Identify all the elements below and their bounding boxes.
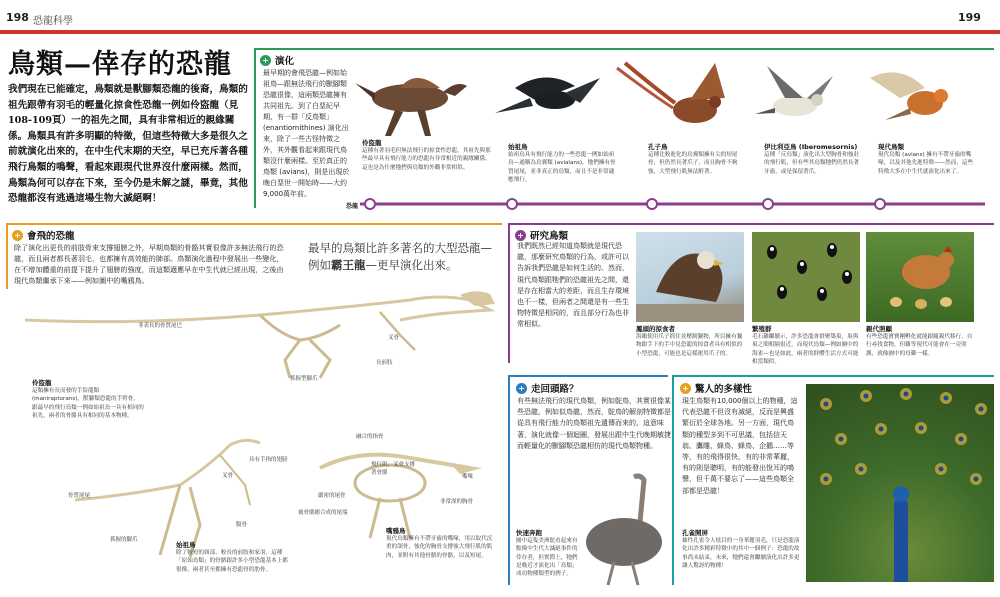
caption-title: 孔雀開屏 <box>682 529 708 537</box>
caption-title: 繁殖群 <box>752 325 772 333</box>
caption-crow-skeleton <box>386 526 494 560</box>
pull-quote <box>308 240 498 274</box>
walk-heading <box>516 381 579 395</box>
research-heading-text: 研究鳥類 <box>530 231 569 242</box>
label-raptor-wishbone: 叉骨 <box>388 335 400 341</box>
label-crow-pygo: 嚴密的尾骨 <box>318 493 346 499</box>
section-bullet-icon: + <box>680 383 691 394</box>
caption-text: 海鵰使用爪子抓住並壓制獵物，所以擁有獵物跟手下的手中見恐龍的掠食者具有相似的小型恐龍，可能也是這樣運用爪子的。 <box>636 334 743 357</box>
caption-text: 現代鳥類 (avians) 擁有不帶牙齒的嘴喙，以及其他先進特徵——然而，這些特徵大多在中生代就演化出來了。 <box>878 152 974 175</box>
label-crow-hip2: 非常深的胸骨 <box>440 499 474 505</box>
timeline-label: 恐龍 <box>346 203 359 210</box>
evolution-heading-text: 演化 <box>275 56 295 67</box>
velociraptor-illustration <box>355 78 467 136</box>
diversity-top-rule <box>672 375 994 377</box>
caption-title: 孔子鳥 <box>648 143 668 151</box>
caption-iberomesornis <box>764 142 862 176</box>
caption-puffins <box>752 324 860 366</box>
caption-text: 圖中這隻美洲鴕看起來有點像中生代大滅絕事件的倖存者，但實際上，牠們是晚近才演化出「鳥類」成功物種類型的例子。 <box>516 538 578 578</box>
label-crow-hip: 被骨骼癒合成的尾端 <box>298 510 348 516</box>
walk-top-rule <box>508 375 668 377</box>
label-arch-claw: 具有手指的翅膀 <box>249 457 288 463</box>
pull-quote-part: 最早的鳥類比許多著名的大型恐龍— <box>308 241 492 255</box>
label-arch-pelvis: 腹骨 <box>236 522 248 528</box>
caption-text: 這種比較進化的鳥翼類擁有尖的短尾骨，但仍然長著爪子，而且胸骨不夠強，大型飛行肌無法附著。 <box>648 152 738 175</box>
label-arch-tail: 骨質尾尾 <box>68 493 91 499</box>
label-arch-foot: 抓握的腳爪 <box>110 537 138 543</box>
walk-rule <box>508 375 510 585</box>
caption-confuciusornis <box>648 142 748 176</box>
diversity-heading <box>680 381 752 395</box>
caption-text: 雄性孔雀令人炫目的一身華麗羽毛，只是恐龍演化出許多精彩特徵中的其中一個例子：恐龍的故事尚未結束，未來，牠們還會繼續演化出許多更讓人驚訝的物種！ <box>682 538 800 569</box>
caption-title: 現代鳥類 <box>878 143 904 151</box>
research-rule <box>508 223 510 363</box>
modern-bird-illustration <box>870 72 948 120</box>
confuciusornis-illustration <box>617 63 725 123</box>
caption-text: 現代鳥類擁有不帶牙齒的嘴喙，用以取代沉重的頜骨，強化的胸骨支撐強大飛行肌的肌肉，並附有其他骨骼的骨骼，以及短尾。 <box>386 536 493 559</box>
pull-quote-part: 例如 <box>308 258 331 272</box>
evolution-heading <box>260 53 294 67</box>
pull-quote-part: —更早演化出來。 <box>365 258 458 272</box>
label-raptor-claw: 長前肢 <box>376 360 393 366</box>
flying-rule <box>6 223 8 289</box>
caption-raptor-skeleton <box>32 378 144 420</box>
velociraptor-skeleton <box>20 280 500 380</box>
caption-velociraptor <box>362 138 492 172</box>
header-red-bar <box>0 30 1000 34</box>
puffin-photo <box>752 232 860 322</box>
research-text: 我們既然已經知道鳥類就是現代恐龍，那麼研究鳥類的行為，或許可以告訴我們恐龍是如何生活的。然而，現代鳥類跟牠們的恐龍祖先之間，還是存在相當大的差距，而且生存環境也不一樣，但兩者之間還是有一些生物特徵是相同的，而且部分行為也非常相似。 <box>517 242 629 329</box>
iberomesornis-illustration <box>755 66 833 116</box>
section-bullet-icon: + <box>516 383 527 394</box>
section-bullet-icon: + <box>260 55 271 66</box>
right-page-number: 199 <box>958 11 981 24</box>
caption-text: 始祖鳥具有飛行能力的一些恐龍一例如始祖鳥—通稱為鳥翼類 (avialans)，牠們擁有骨質尾尾，並非真正的鳥類，而且不是非常適應飛行。 <box>508 152 616 183</box>
evolution-rule <box>254 48 256 208</box>
section-bullet-icon: + <box>12 230 23 241</box>
caption-text: 毛石雞繼續示，許多恐龍會群聚築巢，巢與巢之間相隔很近，而現代鳥類—例如圖中的海雀—也是如此，兩者的群體生活方式可能相當類似。 <box>752 334 859 365</box>
caption-peacock <box>682 528 800 570</box>
caption-title: 嘴鴉鳥 <box>386 527 406 535</box>
research-heading <box>515 228 568 242</box>
section-bullet-icon: + <box>515 230 526 241</box>
caption-text: 這種「反鳥類」演化出大型胸骨和強壯的飛行肌，但有些其鳥類牠們仍然長著牙齒，或是保留著爪。 <box>764 152 860 175</box>
caption-modern-birds <box>878 142 978 176</box>
pull-quote-bold: 霸王龍 <box>331 258 366 272</box>
evolution-text: 最早期的會飛恐龍—例如始祖鳥—跟無法飛行的獸腳類恐龍很像，這兩類恐龍擁有共同祖先。到了白堊紀早期，有一群「反鳥類」(enantiornithines) 演化出來，除了一些古怪特徵之外，其外觀看起來跟現代鳥類沒什麼兩樣。至於真正的鳥類 (avians)，則是出現於晚白堊世一開始時——大約9,000萬年前。 <box>263 69 350 198</box>
label-crow-keel: 融合的指骨 <box>356 434 384 440</box>
caption-archaeopteryx <box>508 142 616 184</box>
label-raptor-tail: 非表長的骨質尾巴 <box>138 323 183 329</box>
flying-heading-text: 會飛的恐龍 <box>27 231 75 242</box>
caption-title: 伶盜龍 <box>362 139 382 147</box>
rhea-illustration <box>574 472 674 587</box>
diversity-heading-text: 驚人的多樣性 <box>695 384 753 395</box>
evolution-timeline <box>360 195 990 213</box>
archaeopteryx-illustration <box>495 77 600 113</box>
caption-text: 這類擁有長而發的手盜龍類 (maniraptorans)，獸腳類恐龍的手臂骨，跟最早的飛行鳥類一例如始祖鳥一具有相同的祖先，兩者的骨骼具有相同的基本物種。 <box>32 388 144 419</box>
walk-text: 有些無法飛行的現代鳥類，例如鴕鳥，其實很像某些恐龍，例如似鳥龍，然而，鴕鳥的解剖特徵都是從具有飛行能力的鳥類祖先遺傳而來的，這意味著，演化就像一個迴圈，發展出跟中生代晚期敏捷而輕量化的獸腳類恐龍相仿的現代鳥類物種。 <box>517 397 671 450</box>
running-header: 恐龍科學 <box>33 16 73 27</box>
caption-title: 快速奔跑 <box>516 529 542 537</box>
walk-heading-text: 走回頭路？ <box>531 384 579 395</box>
label-raptor-foot: 抓握型腳爪 <box>290 376 318 382</box>
page-title: 鳥類—倖存的恐龍 <box>8 49 232 80</box>
diversity-rule <box>672 375 674 585</box>
eagle-photo <box>636 232 744 322</box>
caption-hen <box>866 324 974 358</box>
caption-title: 始祖鳥 <box>176 541 196 549</box>
caption-title: 親代照顧 <box>866 325 892 333</box>
caption-text: 除了較短的頸部、較長的前肢和家羽，這種「原始鳥類」的骨骼跟許多小型恐龍基本上都很像，兩者甚至都擁有恐龍骨的肋骨。 <box>176 550 288 573</box>
hen-photo <box>866 232 974 322</box>
caption-eagle <box>636 324 744 358</box>
flying-heading <box>12 228 75 242</box>
caption-rhea <box>516 528 582 578</box>
intro-text: 我們現在已能確定，鳥類就是獸腳類恐龍的後裔，鳥類的祖先跟帶有羽毛的輕量化掠食性恐龍一例如伶盜龍（見108-109頁）一的祖先之間，具有非常相近的親緣關係。鳥類具有許多明顯的特徵，但這些特徵大多是很久之前就演化出來的，在中生代末期的天空，早已充斥著各種飛行鳥類的鳴聲，看起來跟現代世界沒什麼兩樣。然而，鳥類為何可以存在下來，至今仍是未解之謎，畢竟，其他恐龍都沒有逃過這場生物大滅絕啊！ <box>8 84 248 205</box>
diversity-text: 現生鳥類有10,000個以上的物種，這代表恐龍不但沒有滅絕，反而是興盛繁衍於全球各地。另一方面，現代鳥類的種型多到不可思議，包括信天翁、鷹雕、蜂鳥、蜂鳥、企鵝……等等，有的飛得很快，有的非常華麗，有的則是聰明，有的能發出悅耳的鳴聲，但千萬不要忘了——這些鳥類全部都是恐龍！ <box>682 397 798 495</box>
evolution-top-rule <box>254 48 994 50</box>
caption-arch-skeleton <box>176 540 292 574</box>
peacock-photo <box>806 384 994 582</box>
label-crow-bone: 飛行肌、叉骨支撐著骨骼 <box>371 462 416 476</box>
left-page-number: 198 <box>6 11 29 24</box>
caption-title: 始祖鳥 <box>508 143 528 151</box>
flying-text: 除了演化出更長的前肢骨來支撐翅膀之外，早期鳥類的骨骼其實很像許多無法飛行的恐龍，而且兩者都長著羽毛，也都擁有高效能的肺部。鳥類演化過程中發展出一些變化，在不增加體重的前提下提升了翅膀的強度，而這類適應早在中生代就已經出現，之後由現代鳥類繼承下來——例如圖中的嘴鴉鳥。 <box>14 243 284 285</box>
caption-title: 伶盜龍 <box>32 379 52 387</box>
label-arch-wishbone: 叉骨 <box>222 473 234 479</box>
label-crow-beak: 嘴喙 <box>462 474 474 480</box>
caption-title: 伊比利亞鳥 (Iberomesornis) <box>764 143 858 151</box>
caption-text: 這種有著羽毛但無法飛行的掠食性恐龍，其祖先與那些最早具有飛行能力的恐龍有非常相近的親緣關係，這也是為什麼牠們與鳥類的外觀非常相似。 <box>362 148 491 171</box>
flying-top-rule <box>6 223 502 225</box>
caption-title: 鳳頭的掠食者 <box>636 325 675 333</box>
research-top-rule <box>508 223 994 225</box>
caption-text: 有些恐龍寶寶剛孵化就能跟隨親代移行，自行尋找食物，但雞等現代可能會在一旁照護，就像圖中的母雞一樣。 <box>866 334 973 357</box>
